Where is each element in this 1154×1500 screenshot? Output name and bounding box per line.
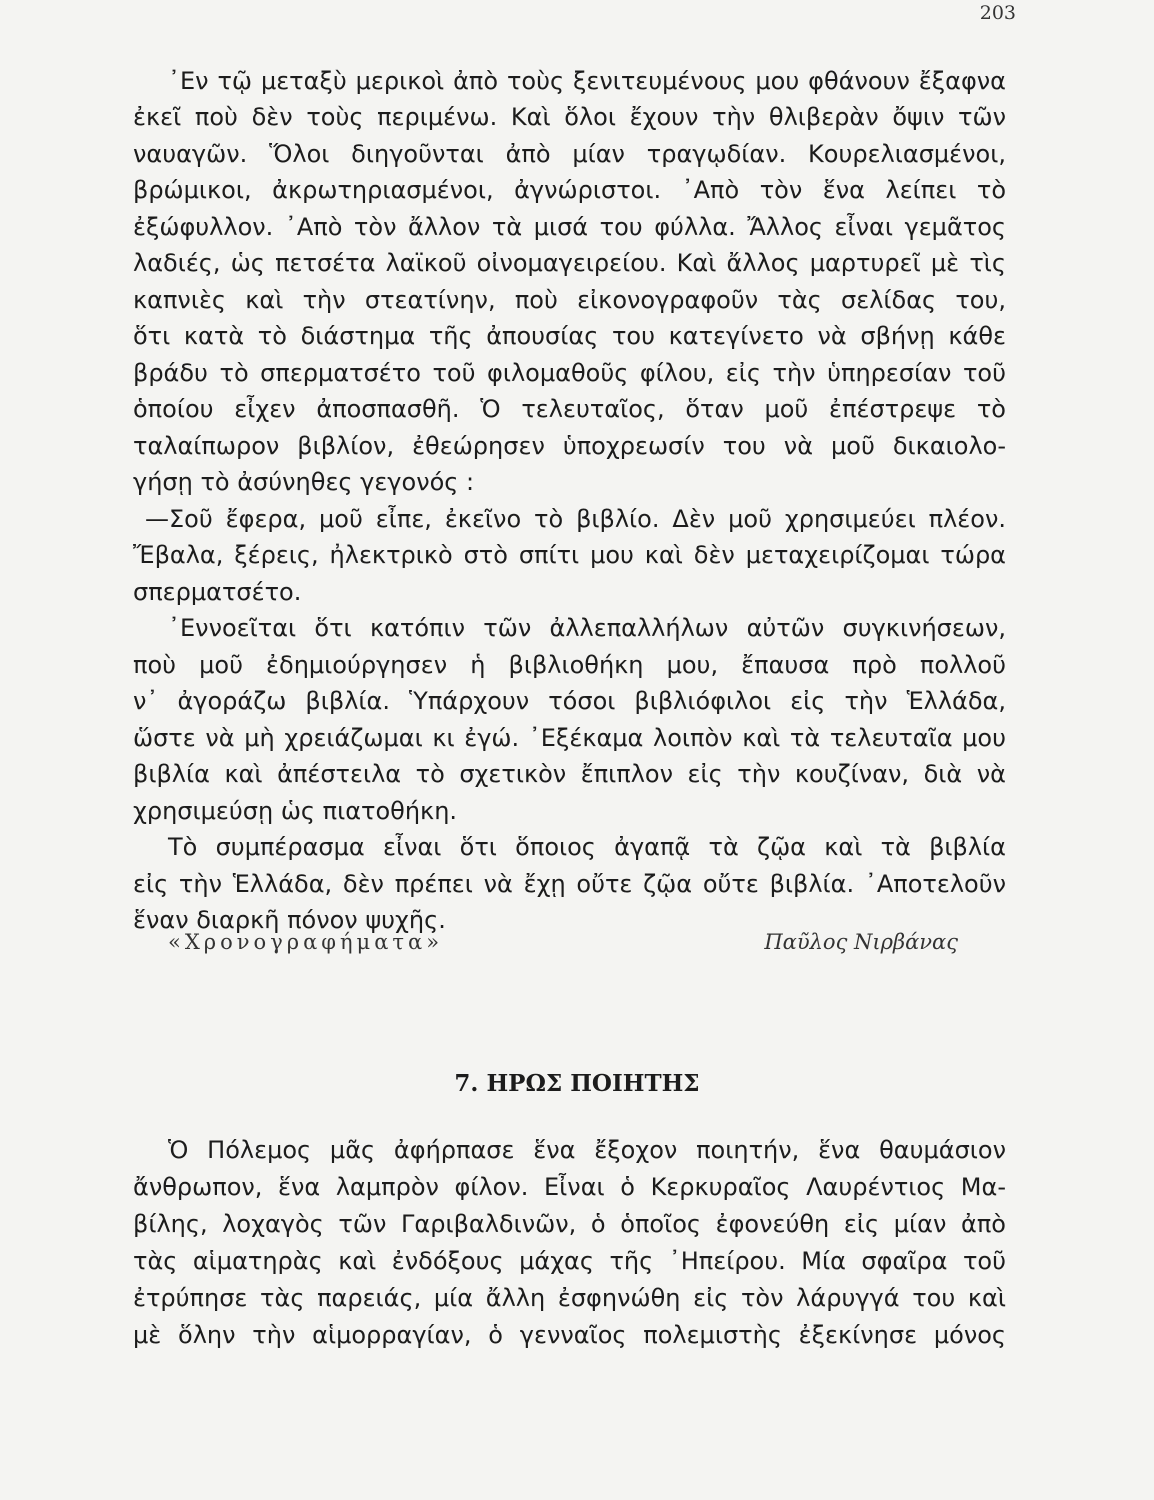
text-line: ἐξώφυλλον. ᾿Απὸ τὸν ἄλλον τὰ μισά του φύλλα. Ἄλλος εἶναι γεμᾶτος	[133, 213, 1006, 241]
author-signature: Παῦλος Νιρβάνας	[764, 930, 958, 954]
text-line: μὲ ὅλην τὴν αἱμορραγίαν, ὁ γενναῖος πολεμιστὴς ἐξεκίνησε μόνος	[133, 1321, 1006, 1349]
text-line: ὁποίου εἶχεν ἀποσπασθῆ. Ὁ τελευταῖος, ὅταν μοῦ ἐπέστρεψε τὸ	[133, 395, 1006, 423]
text-line: ἐκεῖ ποὺ δὲν τοὺς περιμένω. Καὶ ὅλοι ἔχουν τὴν θλιβερὰν ὄψιν τῶν	[133, 103, 1006, 131]
text-line: σπερματσέτο.	[133, 578, 302, 606]
page-number: 203	[979, 2, 1016, 24]
text-line: ᾿Εννοεῖται ὅτι κατόπιν τῶν ἀλλεπαλλήλων αὐτῶν συγκινήσεων,	[168, 614, 1006, 642]
text-line: ὥστε νὰ μὴ χρειάζωμαι κι ἐγώ. ᾿Εξέκαμα λοιπὸν καὶ τὰ τελευταῖα μου	[133, 724, 1006, 752]
text-line: καπνιὲς καὶ τὴν στεατίνην, ποὺ εἰκονογραφοῦν τὰς σελίδας του,	[133, 286, 1006, 314]
section-heading: 7. ΗΡΩΣ ΠΟΙΗΤΗΣ	[454, 1070, 700, 1097]
text-line: τὰς αἱματηρὰς καὶ ἐνδόξους μάχας τῆς ᾿Ηπείρου. Μία σφαῖρα τοῦ	[133, 1247, 1006, 1275]
text-line: ᾿Εν τῷ μεταξὺ μερικοὶ ἀπὸ τοὺς ξενιτευμένους μου φθάνουν ἔξαφνα	[168, 67, 1006, 95]
text-line: Ὁ Πόλεμος μᾶς ἀφήρπασε ἕνα ἔξοχον ποιητήν, ἕνα θαυμάσιον	[168, 1136, 1006, 1164]
text-line: Ἔβαλα, ξέρεις, ἠλεκτρικὸ στὸ σπίτι μου καὶ δὲν μεταχειρίζομαι τώρα	[133, 541, 1006, 569]
text-line: ἄνθρωπον, ἕνα λαμπρὸν φίλον. Εἶναι ὁ Κερκυραῖος Λαυρέντιος Μα-	[133, 1173, 1006, 1201]
text-line: —Σοῦ ἔφερα, μοῦ εἶπε, ἐκεῖνο τὸ βιβλίο. Δὲν μοῦ χρησιμεύει πλέον.	[145, 505, 1006, 533]
text-line: ὅτι κατὰ τὸ διάστημα τῆς ἀπουσίας του κατεγίνετο νὰ σβήνῃ κάθε	[133, 322, 1006, 350]
text-line: ναυαγῶν. Ὅλοι διηγοῦνται ἀπὸ μίαν τραγῳδίαν. Κουρελιασμένοι,	[133, 140, 1006, 168]
text-line: ἐτρύπησε τὰς παρειάς, μία ἄλλη ἐσφηνώθη εἰς τὸν λάρυγγά του καὶ	[133, 1284, 1006, 1312]
text-line: βράδυ τὸ σπερματσέτο τοῦ φιλομαθοῦς φίλου, εἰς τὴν ὑπηρεσίαν τοῦ	[133, 359, 1006, 387]
text-line: χρησιμεύσῃ ὡς πιατοθήκη.	[133, 797, 458, 825]
text-line: ταλαίπωρον βιβλίον, ἐθεώρησεν ὑποχρεωσίν του νὰ μοῦ δικαιολο-	[133, 432, 1006, 460]
text-line: βίλης, λοχαγὸς τῶν Γαριβαλδινῶν, ὁ ὁποῖος ἐφονεύθη εἰς μίαν ἀπὸ	[133, 1210, 1006, 1238]
source-citation: «Χρονογραφήματα»	[168, 930, 444, 954]
text-line: ν᾿ ἀγοράζω βιβλία. Ὑπάρχουν τόσοι βιβλιόφιλοι εἰς τὴν Ἑλλάδα,	[133, 687, 1006, 715]
text-line: λαδιές, ὡς πετσέτα λαϊκοῦ οἰνομαγειρείου. Καὶ ἄλλος μαρτυρεῖ μὲ τὶς	[133, 249, 1006, 277]
text-line: εἰς τὴν Ἑλλάδα, δὲν πρέπει νὰ ἔχῃ οὔτε ζῷα οὔτε βιβλία. ᾿Αποτελοῦν	[133, 870, 1006, 898]
text-line: βρώμικοι, ἀκρωτηριασμένοι, ἀγνώριστοι. ᾿Απὸ τὸν ἕνα λείπει τὸ	[133, 176, 1006, 204]
text-line: βιβλία καὶ ἀπέστειλα τὸ σχετικὸν ἔπιπλον εἰς τὴν κουζίναν, διὰ νὰ	[133, 760, 1006, 788]
text-line: γήσῃ τὸ ἀσύνηθες γεγονός :	[133, 468, 475, 496]
text-line: Τὸ συμπέρασμα εἶναι ὅτι ὅποιος ἀγαπᾷ τὰ ζῷα καὶ τὰ βιβλία	[168, 833, 1006, 861]
text-line: ποὺ μοῦ ἐδημιούργησεν ἡ βιβλιοθήκη μου, ἔπαυσα πρὸ πολλοῦ	[133, 651, 1006, 679]
text-line: ἕναν διαρκῆ πόνον ψυχῆς.	[133, 906, 446, 934]
